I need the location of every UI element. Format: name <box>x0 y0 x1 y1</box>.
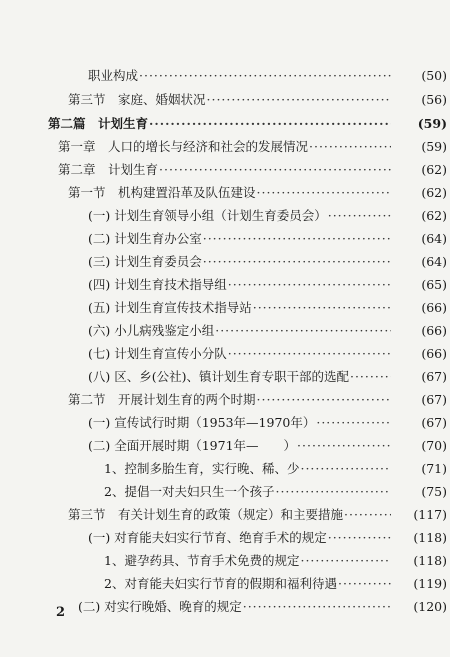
toc-entry-title: (一) 计划生育领导小组（计划生育委员会） <box>88 208 327 223</box>
toc-entry <box>88 438 447 454</box>
toc-leader-dots <box>203 231 391 247</box>
toc-entry <box>88 323 447 339</box>
toc-entry-title: 第二节 开展计划生育的两个时期 <box>68 392 256 407</box>
toc-entry-page: (50) <box>421 68 447 83</box>
toc-entry <box>68 92 447 108</box>
toc-entry-page: (59) <box>421 139 447 154</box>
toc-leader-dots <box>159 162 391 178</box>
toc-entry-page: (118) <box>413 530 447 545</box>
toc-leader-dots <box>297 438 391 454</box>
toc-entry-page: (67) <box>421 369 447 384</box>
toc-entry <box>88 68 447 84</box>
toc-entry-page: (62) <box>421 162 447 177</box>
toc-entry-title: (二) 计划生育办公室 <box>88 231 202 246</box>
toc-entry-page: (66) <box>421 346 447 361</box>
toc-leader-dots <box>253 300 391 316</box>
toc-entry-page: (62) <box>421 208 447 223</box>
toc-entry-page: (75) <box>421 484 447 499</box>
toc-leader-dots <box>139 68 391 84</box>
toc-entry-title: 第一章 人口的增长与经济和社会的发展情况 <box>58 139 309 154</box>
toc-leader-dots <box>316 415 391 431</box>
toc-entry-page: (56) <box>421 92 447 107</box>
toc-entry <box>68 507 447 523</box>
toc-leader-dots <box>309 139 391 155</box>
toc-entry <box>104 484 447 500</box>
toc-entry <box>68 185 447 201</box>
toc-entry <box>104 461 447 477</box>
toc-leader-dots <box>257 392 391 408</box>
toc-entry-page: (67) <box>421 392 447 407</box>
toc-entry-title: 2、提倡一对夫妇只生一个孩子 <box>104 484 275 499</box>
toc-entry-page: (66) <box>421 300 447 315</box>
toc-leader-dots <box>338 576 391 592</box>
toc-entry-page: (65) <box>421 277 447 292</box>
toc-leader-dots <box>207 92 391 108</box>
toc-entry-title: 第二章 计划生育 <box>58 162 159 177</box>
toc-leader-dots <box>243 599 391 615</box>
toc-entry-page: (119) <box>413 576 447 591</box>
toc-entry <box>58 162 447 178</box>
toc-entry <box>104 553 447 569</box>
toc-entry <box>88 231 447 247</box>
toc-entry-title: (八) 区、乡(公社)、镇计划生育专职干部的选配 <box>88 369 349 384</box>
toc-entry-page: (71) <box>421 461 447 476</box>
page-number: 2 <box>56 605 66 620</box>
toc-leader-dots <box>300 461 391 477</box>
toc-entry-title: (五) 计划生育宣传技术指导站 <box>88 300 252 315</box>
toc-entry-page: (59) <box>417 116 447 131</box>
toc-entry-title: 第三节 有关计划生育的政策（规定）和主要措施 <box>68 507 344 522</box>
toc-entry <box>88 369 447 385</box>
toc-leader-dots <box>228 277 391 293</box>
toc-leader-dots <box>350 369 391 385</box>
toc-entry-title: 职业构成 <box>88 68 139 83</box>
toc-entry-page: (66) <box>421 323 447 338</box>
toc-entry-page: (64) <box>421 254 447 269</box>
toc-entry-page: (67) <box>421 415 447 430</box>
toc-entry-page: (117) <box>413 507 447 522</box>
toc-entry <box>78 599 447 615</box>
toc-entry <box>48 116 447 132</box>
toc-entry <box>88 277 447 293</box>
toc-entry-page: (120) <box>413 599 447 614</box>
toc-entry-title: (六) 小儿病残鉴定小组 <box>88 323 215 338</box>
toc-entry-page: (64) <box>421 231 447 246</box>
toc-entry-title: 1、避孕药具、节育手术免费的规定 <box>104 553 300 568</box>
toc-entry-page: (62) <box>421 185 447 200</box>
toc-leader-dots <box>215 323 391 339</box>
toc-entry-title: 1、控制多胎生育，实行晚、稀、少 <box>104 461 300 476</box>
toc-entry <box>88 346 447 362</box>
toc-entry <box>68 392 447 408</box>
toc-leader-dots <box>328 530 391 546</box>
toc-leader-dots <box>228 346 391 362</box>
toc-leader-dots <box>275 484 391 500</box>
toc-leader-dots <box>257 185 391 201</box>
toc-entry <box>58 139 447 155</box>
toc-entry-title: (二) 对实行晚婚、晚育的规定 <box>78 599 242 614</box>
toc-entry <box>88 415 447 431</box>
toc-leader-dots <box>328 208 391 224</box>
toc-leader-dots <box>203 254 391 270</box>
toc-entry-title: (一) 宣传试行时期（1953年—1970年） <box>88 415 316 430</box>
toc-entry-page: (118) <box>413 553 447 568</box>
toc-entry-title: (二) 全面开展时期（1971年— ） <box>88 438 297 453</box>
toc-entry <box>88 300 447 316</box>
toc-entry-title: (四) 计划生育技术指导组 <box>88 277 227 292</box>
toc-entry-title: (一) 对育能夫妇实行节育、绝育手术的规定 <box>88 530 327 545</box>
toc-leader-dots <box>149 116 391 132</box>
toc-entry <box>88 208 447 224</box>
toc-entry <box>88 530 447 546</box>
toc-entry-title: 第一节 机构建置沿革及队伍建设 <box>68 185 256 200</box>
toc-entry-title: 第三节 家庭、婚姻状况 <box>68 92 206 107</box>
toc-entry <box>88 254 447 270</box>
toc-entry-title: 第二篇 计划生育 <box>48 116 149 131</box>
toc-leader-dots <box>344 507 391 523</box>
toc-entry <box>104 576 447 592</box>
toc-entry-title: (三) 计划生育委员会 <box>88 254 202 269</box>
toc-entry-title: (七) 计划生育宣传小分队 <box>88 346 227 361</box>
toc-entry-title: 2、对育能夫妇实行节育的假期和福利待遇 <box>104 576 337 591</box>
toc-entry-page: (70) <box>421 438 447 453</box>
toc-leader-dots <box>300 553 391 569</box>
